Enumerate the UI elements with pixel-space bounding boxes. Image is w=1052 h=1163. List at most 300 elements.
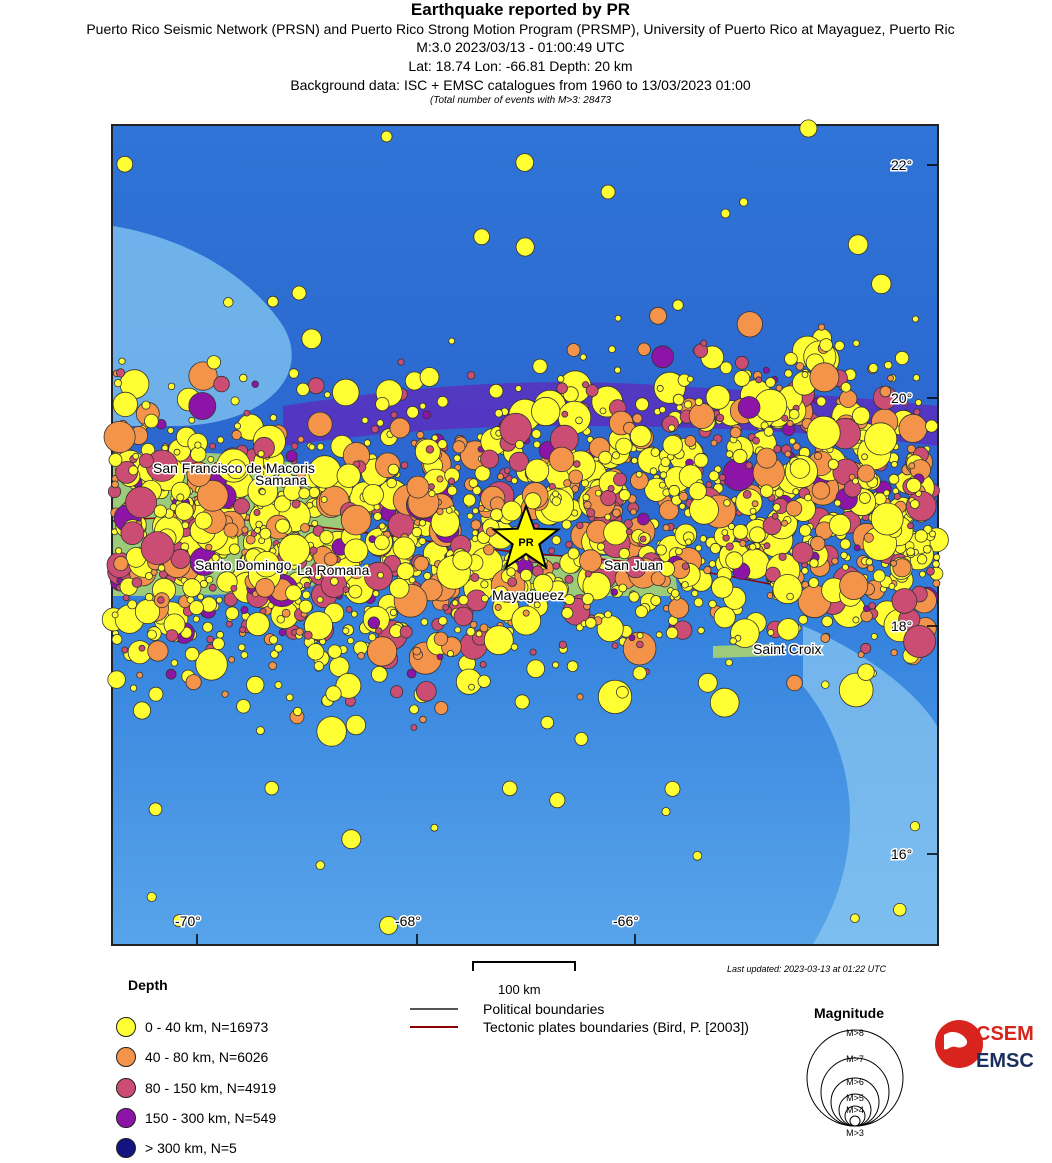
earthquake-dot [694,598,703,607]
earthquake-dot [810,559,819,568]
earthquake-dot [614,473,627,486]
earthquake-dot [412,527,422,537]
earthquake-dot [240,627,246,633]
earthquake-dot [805,494,812,501]
earthquake-dot [553,563,560,570]
earthquake-dot [411,725,417,731]
earthquake-dot [651,448,660,457]
earthquake-dot [665,781,680,796]
earthquake-dot [133,453,139,459]
earthquake-dot [286,694,293,701]
earthquake-dot [884,490,890,496]
earthquake-dot [238,644,245,651]
earthquake-dot [171,660,178,667]
earthquake-dot [515,386,521,392]
earthquake-dot [388,513,414,539]
earthquake-dot [476,631,482,637]
earthquake-dot [234,423,240,429]
earthquake-dot [576,417,583,424]
depth-legend-title: Depth [128,977,168,993]
earthquake-dot [695,398,703,406]
earthquake-dot [147,630,156,639]
earthquake-dot [258,451,264,457]
earthquake-dot [446,507,452,513]
earthquake-dot [677,405,683,411]
earthquake-dot [807,416,840,449]
earthquake-dot [147,892,156,901]
earthquake-dot [889,474,899,484]
earthquake-dot [168,428,174,434]
earthquake-dot [704,567,711,574]
earthquake-dot [899,414,927,442]
earthquake-dot [128,600,137,609]
depth-label: 40 - 80 km, N=6026 [145,1049,269,1065]
earthquake-dot [419,538,426,545]
earthquake-dot [740,198,748,206]
earthquake-dot [129,466,138,475]
earthquake-dot [242,527,248,533]
earthquake-dot [582,593,593,604]
earthquake-dot [434,632,448,646]
earthquake-dot [669,485,680,496]
earthquake-dot [309,487,320,498]
magnitude-label: M>5 [846,1093,864,1103]
earthquake-dot [714,607,735,628]
earthquake-dot [907,478,921,492]
earthquake-dot [133,702,150,719]
earthquake-dot [481,595,488,602]
earthquake-dot [216,597,222,603]
earthquake-dot [913,375,919,381]
earthquake-dot [254,509,260,515]
earthquake-dot [668,425,675,432]
earthquake-dot [600,408,606,414]
earthquake-dot [108,671,126,689]
earthquake-dot [786,501,802,517]
magnitude-legend-title: Magnitude [814,1005,884,1021]
earthquake-dot [756,377,762,383]
earthquake-dot [871,503,903,535]
earthquake-dot [835,341,845,351]
earthquake-dot [580,550,602,572]
latitude-tick-label: 16° [891,846,913,862]
earthquake-dot [207,356,220,369]
earthquake-dot [822,681,830,689]
earthquake-dot [241,652,248,659]
earthquake-dot [787,420,793,426]
earthquake-dot [130,685,136,691]
scale-bar [472,961,576,971]
earthquake-dot [773,575,802,604]
earthquake-dot [113,392,137,416]
earthquake-dot [768,630,774,636]
earthquake-dot [726,659,733,666]
earthquake-dot [858,664,875,681]
earthquake-dot [437,508,443,514]
earthquake-dot [568,548,579,559]
earthquake-dot [586,618,597,629]
magnitude-label: M>7 [846,1054,864,1064]
earthquake-dot [398,359,404,365]
earthquake-dot [636,398,649,411]
earthquake-dot [719,474,725,480]
earthquake-dot [909,463,915,469]
earthquake-dot [275,644,283,652]
earthquake-dot [690,495,719,524]
earthquake-dot [260,528,271,539]
earthquake-dot [549,548,555,554]
earthquake-dot [630,426,651,447]
earthquake-dot [139,645,145,651]
earthquake-dot [438,440,447,449]
earthquake-dot [453,551,472,570]
earthquake-dot [429,484,435,490]
earthquake-dot [114,380,121,387]
earthquake-dot [491,509,503,521]
earthquake-dot [390,579,410,599]
earthquake-dot [907,445,915,453]
earthquake-dot [802,372,808,378]
earthquake-dot [720,362,732,374]
earthquake-dot [746,462,753,469]
earthquake-dot [310,547,317,554]
earthquake-dot [619,584,627,592]
magnitude-label: M>6 [846,1077,864,1087]
earthquake-dot [203,622,213,632]
earthquake-dot [321,497,327,503]
earthquake-dot [158,565,165,572]
logo-emsc-text: EMSC [976,1050,1034,1072]
earthquake-dot [214,376,230,392]
earthquake-dot [240,374,248,382]
earthquake-dot [453,441,465,453]
earthquake-dot [722,530,728,536]
earthquake-dot [763,367,769,373]
earthquake-dot [772,513,778,519]
earthquake-dot [863,606,869,612]
earthquake-dot [224,298,234,308]
earthquake-dot [764,427,773,436]
earthquake-dot [926,420,938,432]
earthquake-dot [787,593,794,600]
earthquake-dot [840,539,850,549]
depth-label: 150 - 300 km, N=549 [145,1110,277,1126]
earthquake-dot [269,662,277,670]
earthquake-dot [562,411,568,417]
earthquake-dot [480,624,488,632]
earthquake-dot [341,505,371,535]
earthquake-dot [226,621,232,627]
map-canvas [113,126,937,944]
earthquake-dot [196,649,228,681]
earthquake-dot [304,631,312,639]
earthquake-dot [892,589,917,614]
earthquake-dot [790,459,810,479]
earthquake-dot [629,635,635,641]
earthquake-dot [174,449,180,455]
earthquake-dot [866,559,873,566]
earthquake-dot [141,532,174,565]
earthquake-dot [785,353,798,366]
earthquake-dot [139,454,153,468]
earthquake-dot [158,597,165,604]
magnitude-label: M>8 [846,1028,864,1038]
earthquake-dot [799,525,811,537]
earthquake-dot [660,472,667,479]
earthquake-dot [651,596,661,606]
earthquake-dot [574,461,581,468]
earthquake-dot [431,824,438,831]
earthquake-dot [701,340,707,346]
earthquake-dot [333,379,360,406]
earthquake-dot [132,578,142,588]
earthquake-dot [286,585,302,601]
earthquake-dot [841,552,848,559]
earthquake-dot [481,581,488,588]
earthquake-dot [387,478,397,488]
earthquake-dot [231,397,239,405]
earthquake-dot [656,632,662,638]
earthquake-dot [447,651,453,657]
earthquake-dot [407,406,419,418]
earthquake-dot [268,296,279,307]
earthquake-dot [737,312,762,337]
latitude-tick-label: 18° [891,618,913,634]
earthquake-dot [523,610,529,616]
earthquake-dot [884,361,892,369]
earthquake-dot [489,384,503,398]
earthquake-dot [629,592,639,602]
earthquake-dot [910,822,919,831]
earthquake-dot [917,555,927,565]
earthquake-dot [417,431,424,438]
earthquake-dot [712,577,733,598]
earthquake-dot [145,414,159,428]
earthquake-dot [390,418,410,438]
earthquake-dot [369,634,376,641]
earthquake-dot [166,630,178,642]
earthquake-dot [459,595,468,604]
csem-emsc-logo [932,1015,1052,1072]
earthquake-dot [391,686,403,698]
earthquake-dot [789,409,799,419]
earthquake-dot [562,520,571,529]
earthquake-dot [779,553,786,560]
earthquake-dot [302,591,310,599]
earthquake-dot [873,570,885,582]
earthquake-dot [534,441,541,448]
earthquake-dot [743,490,751,498]
depth-swatch-40-80 [116,1047,136,1067]
earthquake-dot [449,338,455,344]
earthquake-dot [298,436,304,442]
earthquake-dot [213,638,225,650]
depth-label: > 300 km, N=5 [145,1140,237,1156]
location-line: Lat: 18.74 Lon: -66.81 Depth: 20 km [408,58,633,74]
earthquake-dot [552,536,561,545]
earthquake-dot [511,644,518,651]
earthquake-dot [583,494,590,501]
earthquake-dot [604,521,628,545]
earthquake-dot [557,383,568,394]
earthquake-dot [226,607,239,620]
latitude-tick-label: 20° [891,390,913,406]
earthquake-dot [577,694,583,700]
earthquake-dot [189,417,195,423]
earthquake-dot [915,399,921,405]
earthquake-dot [376,397,389,410]
earthquake-dot [650,307,667,324]
earthquake-dot [149,687,163,701]
earthquake-dot [301,523,310,532]
earthquake-dot [851,914,860,923]
earthquake-dot [552,497,561,506]
earthquake-dot [420,368,439,387]
earthquake-dot [577,522,584,529]
magnitude-label: M>3 [846,1128,864,1138]
earthquake-dot [750,527,766,543]
earthquake-dot [377,420,384,427]
map-title: Earthquake reported by PR [410,0,631,19]
earthquake-dot [894,493,900,499]
earthquake-dot [550,793,565,808]
earthquake-dot [116,548,122,554]
earthquake-dot [612,509,620,517]
earthquake-dot [726,543,733,550]
earthquake-dot [553,491,559,497]
earthquake-dot [358,652,365,659]
earthquake-dot [710,543,720,553]
earthquake-dot [270,415,276,421]
earthquake-dot [116,369,124,377]
earthquake-dot [299,600,312,613]
earthquake-dot [853,340,859,346]
magnitude-legend-circles [800,1022,915,1140]
earthquake-dot [740,540,746,546]
earthquake-dot [495,604,501,610]
earthquake-dot [255,527,261,533]
earthquake-dot [796,363,804,371]
earthquake-dot [198,594,204,600]
earthquake-dot [735,356,748,369]
earthquake-dot [421,619,428,626]
earthquake-dot [698,627,705,634]
background-data-line: Background data: ISC + EMSC catalogues from 1960 to 13/03/2023 01:00 [290,77,751,93]
earthquake-dot [559,641,566,648]
earthquake-dot [659,407,665,413]
earthquake-dot [317,443,324,450]
earthquake-dot [828,459,838,469]
earthquake-dot [420,716,427,723]
earthquake-dot [371,426,378,433]
earthquake-dot [452,600,458,606]
earthquake-dot [572,510,578,516]
earthquake-dot [564,480,571,487]
earthquake-dot [252,381,259,388]
earthquake-dot [471,520,481,530]
earthquake-dot [776,385,782,391]
earthquake-dot [378,572,384,578]
earthquake-dot [454,607,473,626]
earthquake-dot [889,583,895,589]
earthquake-dot [764,543,770,549]
longitude-tick-label: -66° [613,913,639,929]
last-updated: Last updated: 2023-03-13 at 01:22 UTC [727,964,887,974]
earthquake-dot [601,185,615,199]
earthquake-dot [818,324,824,330]
earthquake-dot [584,501,591,508]
place-label: Mayagueez [492,587,565,603]
earthquake-dot [652,346,674,368]
earthquake-dot [724,500,731,507]
earthquake-dot [435,702,448,715]
earthquake-dot [673,300,684,311]
earthquake-dot [631,509,637,515]
earthquake-dot [407,476,429,498]
earthquake-dot [891,649,897,655]
earthquake-dot [497,474,503,480]
tectonic-boundary-legend [410,1019,749,1035]
depth-legend-item [116,1137,237,1159]
earthquake-dot [733,524,748,539]
earthquake-dot [631,458,637,464]
earthquake-dot [700,536,707,543]
earthquake-dot [636,471,642,477]
earthquake-dot [495,410,503,418]
earthquake-dot [679,492,688,501]
earthquake-dot [293,707,301,715]
earthquake-dot [200,580,207,587]
earthquake-dot [716,414,724,422]
earthquake-dot [503,781,518,796]
earthquake-dot [907,548,915,556]
earthquake-dot [309,444,315,450]
earthquake-dot [853,478,859,484]
earthquake-dot [760,485,773,498]
earthquake-dot [244,410,250,416]
earthquake-dot [232,430,241,439]
earthquake-dot [871,633,877,639]
earthquake-dot [920,571,926,577]
earthquake-dot [687,376,693,382]
earthquake-dot [858,465,875,482]
earthquake-dot [650,468,657,475]
earthquake-dot [508,578,517,587]
earthquake-dot [343,587,349,593]
earthquake-dot [800,120,817,137]
earthquake-dot [256,578,275,597]
earthquake-dot [894,903,907,916]
earthquake-dot [391,412,397,418]
earthquake-dot [766,378,776,388]
earthquake-dot [840,390,857,407]
earthquake-dot [709,561,716,568]
earthquake-dot [527,660,545,678]
earthquake-dot [792,542,813,563]
earthquake-dot [872,274,891,293]
earthquake-dot [834,500,840,506]
earthquake-dot [821,634,830,643]
earthquake-dot [307,644,324,661]
earthquake-dot [848,235,868,255]
earthquake-dot [448,486,457,495]
earthquake-dot [726,552,743,569]
earthquake-dot [533,359,547,373]
earthquake-dot [484,545,494,555]
earthquake-dot [109,453,122,466]
earthquake-dot [637,641,644,648]
depth-swatch-80-150 [116,1078,136,1098]
